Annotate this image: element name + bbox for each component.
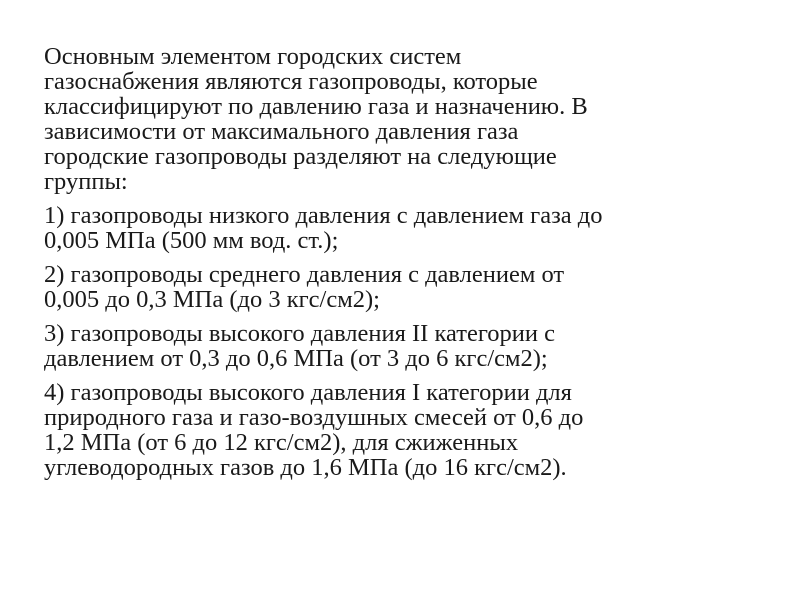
list-item-medium-pressure: 2) газопроводы среднего давления с давлением от 0,005 до 0,3 МПа (до 3 кгс/см2); <box>44 261 565 313</box>
slide-text-body <box>44 44 764 489</box>
intro-paragraph: Основным элементом городских систем газоснабжения являются газопроводы, которые классифицируют по давлению газа и назначению. В зависимости от максимального давления газа городские газопроводы разделяют на следующие группы: <box>44 43 588 195</box>
list-item-high-pressure-cat-2: 3) газопроводы высокого давления II категории с давлением от 0,3 до 0,6 МПа (от 3 до 6 кгс/см2); <box>44 320 555 372</box>
list-item-low-pressure: 1) газопроводы низкого давления с давлением газа до 0,005 МПа (500 мм вод. ст.); <box>44 202 603 254</box>
list-item-high-pressure-cat-1: 4) газопроводы высокого давления I категории для природного газа и газо-воздушных смесей от 0,6 до 1,2 МПа (от 6 до 12 кгс/см2), для сжиженных углеводородных газов до 1,6 МПа (до 16 кгс/см2). <box>44 379 584 481</box>
